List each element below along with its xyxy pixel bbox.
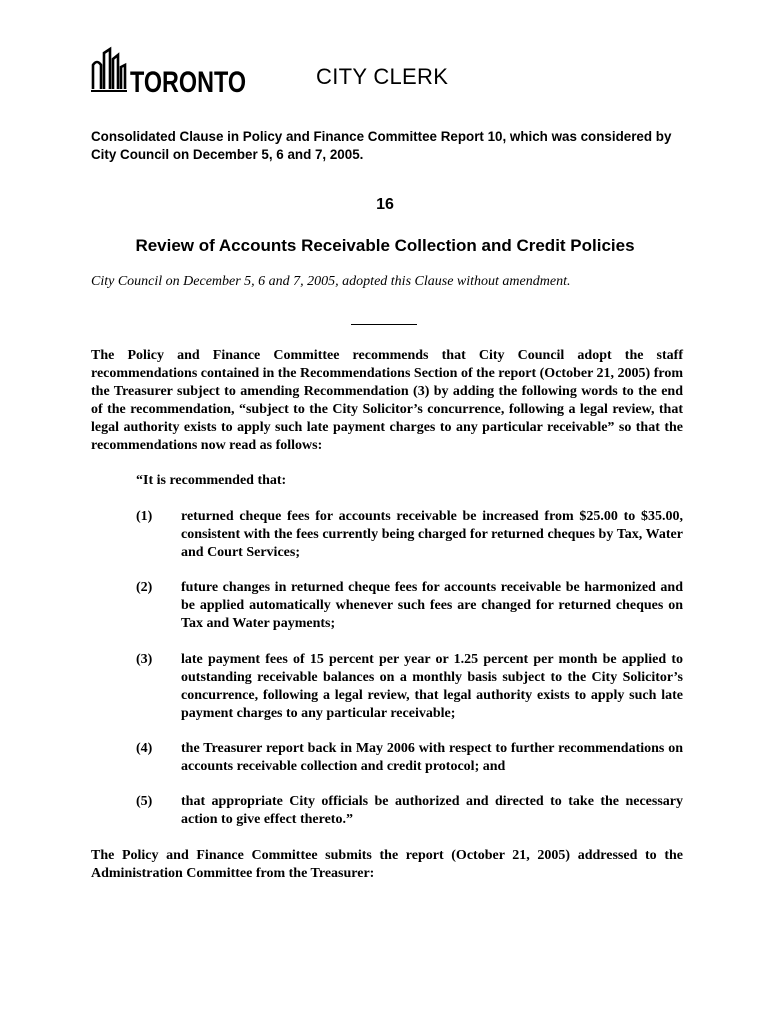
- clause-title: Review of Accounts Receivable Collection and Credit Policies: [135, 236, 635, 255]
- report-submission-paragraph: The Policy and Finance Committee submits the report (October 21, 2005) addressed to the Administration Committee from the Treasurer:: [91, 848, 683, 881]
- toronto-logo: [90, 45, 250, 97]
- divider: [351, 324, 417, 325]
- recommendation-text: returned cheque fees for accounts receivable be increased from $25.00 to $35.00, consistent with the fees currently being charged for returned cheques by Tax, Water and Court Services;: [181, 509, 683, 560]
- recommendation-text: late payment fees of 15 percent per year or 1.25 percent per month be applied to outstanding receivable balances on a monthly basis subject to the City Solicitor’s concurrence, following a legal review, that legal authority exists to apply such late payment charges to any particular receivable;: [181, 652, 683, 721]
- adoption-note: City Council on December 5, 6 and 7, 2005, adopted this Clause without amendment.: [91, 274, 571, 289]
- recommendation-text: future changes in returned cheque fees for accounts receivable be harmonized and be applied automatically whenever such fees are changed for returned cheques on Tax and Water payments;: [181, 580, 683, 631]
- recommendation-number: (4): [136, 741, 153, 756]
- recommendation-number: (5): [136, 794, 153, 809]
- committee-recommendation-paragraph: The Policy and Finance Committee recommends that City Council adopt the staff recommendations contained in the Recommendations Section of the report (October 21, 2005) from the Treasurer subject to amending Recommendation (3) by adding the following words to the end of the recommendation, “subject to the City Solicitor’s concurrence, following a legal review, that legal authority exists to apply such late payment charges to any particular receivable” so that the recommendations now read as follows:: [91, 348, 683, 453]
- recommendation-item: [136, 508, 683, 562]
- recommendation-item: [136, 793, 683, 829]
- recommendation-item: [136, 740, 683, 776]
- recommendation-number: (1): [136, 509, 153, 524]
- recommendation-number: (2): [136, 580, 153, 595]
- office-title: CITY CLERK: [316, 64, 449, 89]
- recommendation-item: [136, 651, 683, 723]
- recommendation-intro: “It is recommended that:: [136, 473, 287, 488]
- recommendation-text: that appropriate City officials be authorized and directed to take the necessary action to give effect thereto.”: [181, 794, 683, 827]
- recommendation-number: (3): [136, 652, 153, 667]
- recommendation-text: the Treasurer report back in May 2006 with respect to further recommendations on accounts receivable collection and credit protocol; and: [181, 741, 683, 774]
- logo-wordmark: TORONTO: [130, 66, 246, 99]
- clause-number: 16: [376, 196, 394, 213]
- consolidated-clause-note: Consolidated Clause in Policy and Finance Committee Report 10, which was considered by City Council on December 5, 6 and 7, 2005.: [91, 129, 672, 162]
- recommendation-item: [136, 579, 683, 633]
